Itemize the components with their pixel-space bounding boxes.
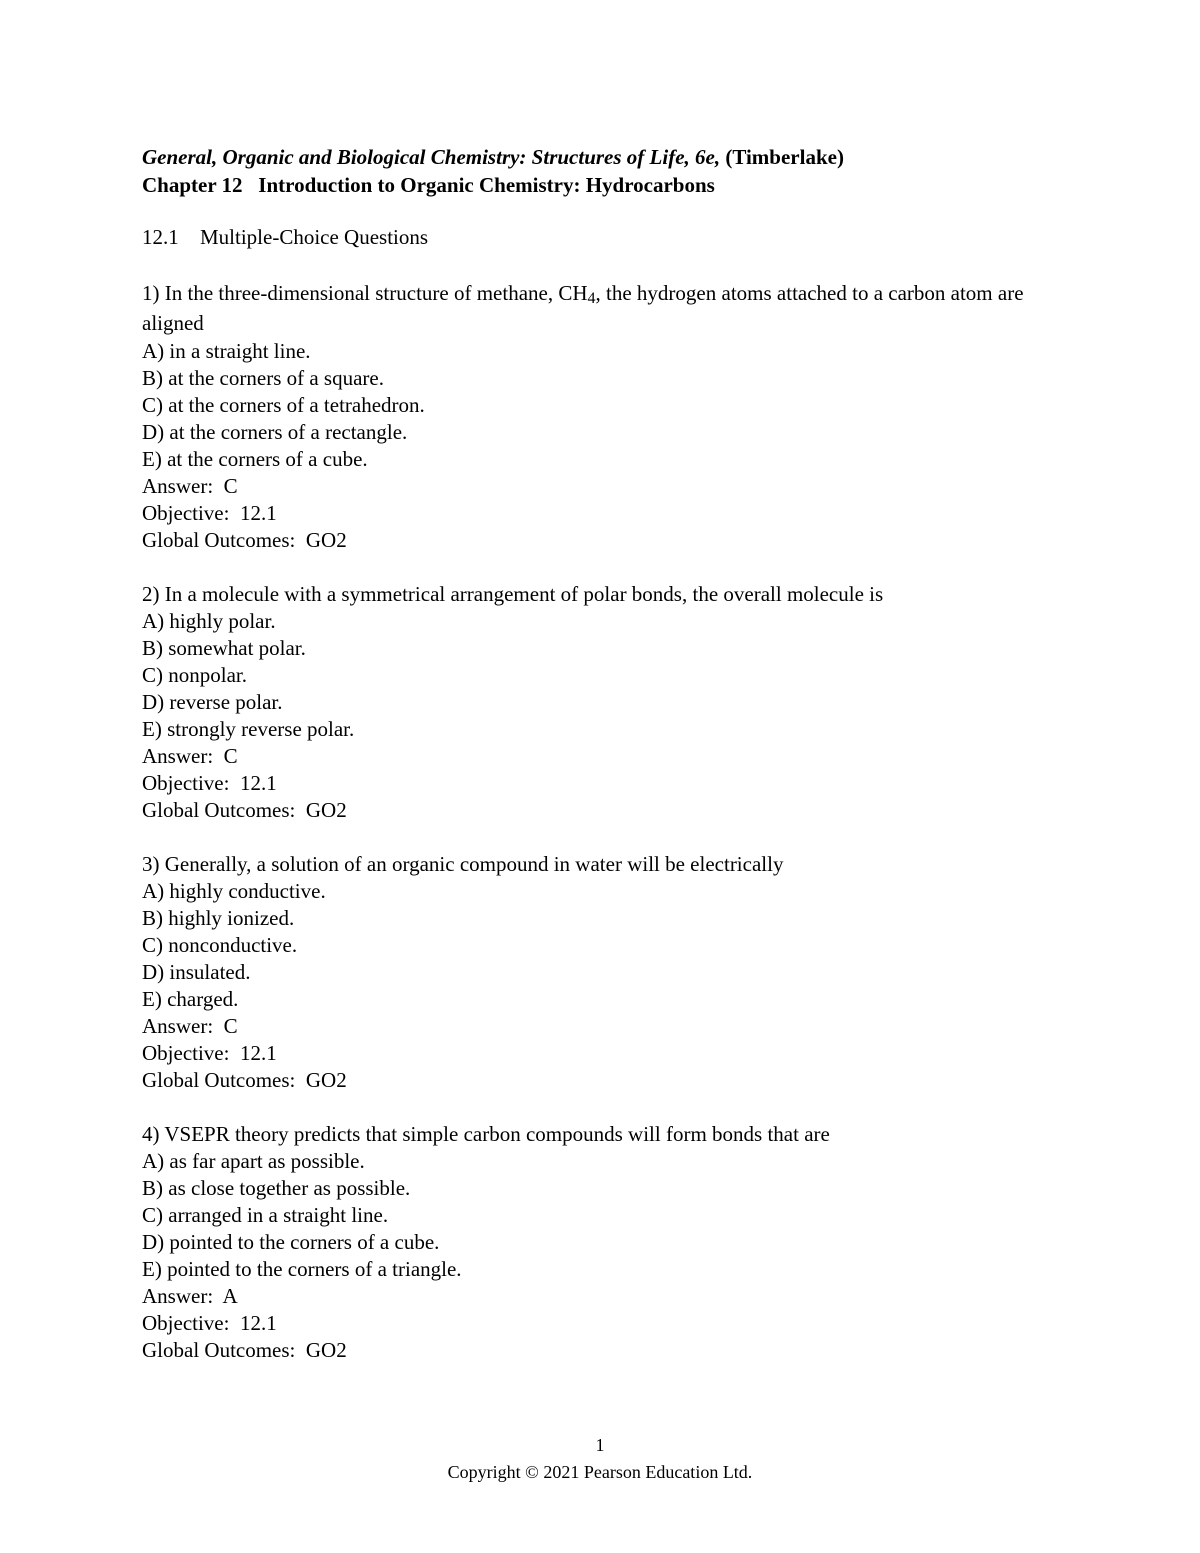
section-number: 12.1: [142, 225, 179, 249]
choice-e: E) pointed to the corners of a triangle.: [142, 1257, 462, 1281]
answer: Answer: A: [142, 1284, 238, 1308]
page-content: [142, 143, 1082, 1364]
choice-a: A) in a straight line.: [142, 339, 311, 363]
objective: Objective: 12.1: [142, 501, 277, 525]
question-stem-text-cont: , the hydrogen atoms attached to a carbon atom are aligned: [142, 281, 1024, 335]
objective: Objective: 12.1: [142, 1311, 277, 1335]
copyright-notice: Copyright © 2021 Pearson Education Ltd.: [447, 1462, 753, 1482]
choice-e: E) at the corners of a cube.: [142, 447, 368, 471]
global-outcomes: Global Outcomes: GO2: [142, 1338, 347, 1362]
choice-d: D) at the corners of a rectangle.: [142, 420, 408, 444]
question-stem: 4) VSEPR theory predicts that simple carbon compounds will form bonds that are: [142, 1122, 830, 1146]
chapter-title: Chapter 12 Introduction to Organic Chemistry: Hydrocarbons: [142, 173, 715, 197]
choice-d: D) pointed to the corners of a cube.: [142, 1230, 440, 1254]
choice-d: D) insulated.: [142, 960, 251, 984]
answer: Answer: C: [142, 1014, 238, 1038]
choice-a: A) highly conductive.: [142, 879, 326, 903]
choice-c: C) nonconductive.: [142, 933, 298, 957]
choice-e: E) charged.: [142, 987, 239, 1011]
question-stem-text: 1) In the three-dimensional structure of methane, CH: [142, 281, 588, 305]
book-author: (Timberlake): [725, 145, 844, 169]
answer: Answer: C: [142, 474, 238, 498]
question-1: [142, 278, 1082, 554]
section-heading: [142, 224, 1082, 251]
choice-d: D) reverse polar.: [142, 690, 283, 714]
question-4: [142, 1121, 1082, 1364]
choice-b: B) as close together as possible.: [142, 1176, 411, 1200]
objective: Objective: 12.1: [142, 771, 277, 795]
book-title: General, Organic and Biological Chemistry: Structures of Life, 6e,: [142, 145, 721, 169]
answer: Answer: C: [142, 744, 238, 768]
choice-b: B) highly ionized.: [142, 906, 295, 930]
section-title: Multiple-Choice Questions: [200, 225, 429, 249]
objective: Objective: 12.1: [142, 1041, 277, 1065]
global-outcomes: Global Outcomes: GO2: [142, 798, 347, 822]
question-stem: 2) In a molecule with a symmetrical arrangement of polar bonds, the overall molecule is: [142, 582, 884, 606]
question-stem: 3) Generally, a solution of an organic compound in water will be electrically: [142, 852, 784, 876]
question-stem: [142, 278, 1082, 338]
choice-c: C) nonpolar.: [142, 663, 247, 687]
question-2: [142, 581, 1082, 824]
choice-e: E) strongly reverse polar.: [142, 717, 355, 741]
choice-a: A) highly polar.: [142, 609, 276, 633]
choice-b: B) at the corners of a square.: [142, 366, 384, 390]
question-3: [142, 851, 1082, 1094]
global-outcomes: Global Outcomes: GO2: [142, 528, 347, 552]
choice-b: B) somewhat polar.: [142, 636, 306, 660]
choice-c: C) arranged in a straight line.: [142, 1203, 389, 1227]
choice-a: A) as far apart as possible.: [142, 1149, 365, 1173]
page-number: 1: [595, 1435, 605, 1455]
subscript: 4: [587, 290, 596, 307]
book-title-line: [142, 143, 1082, 171]
choice-c: C) at the corners of a tetrahedron.: [142, 393, 425, 417]
global-outcomes: Global Outcomes: GO2: [142, 1068, 347, 1092]
